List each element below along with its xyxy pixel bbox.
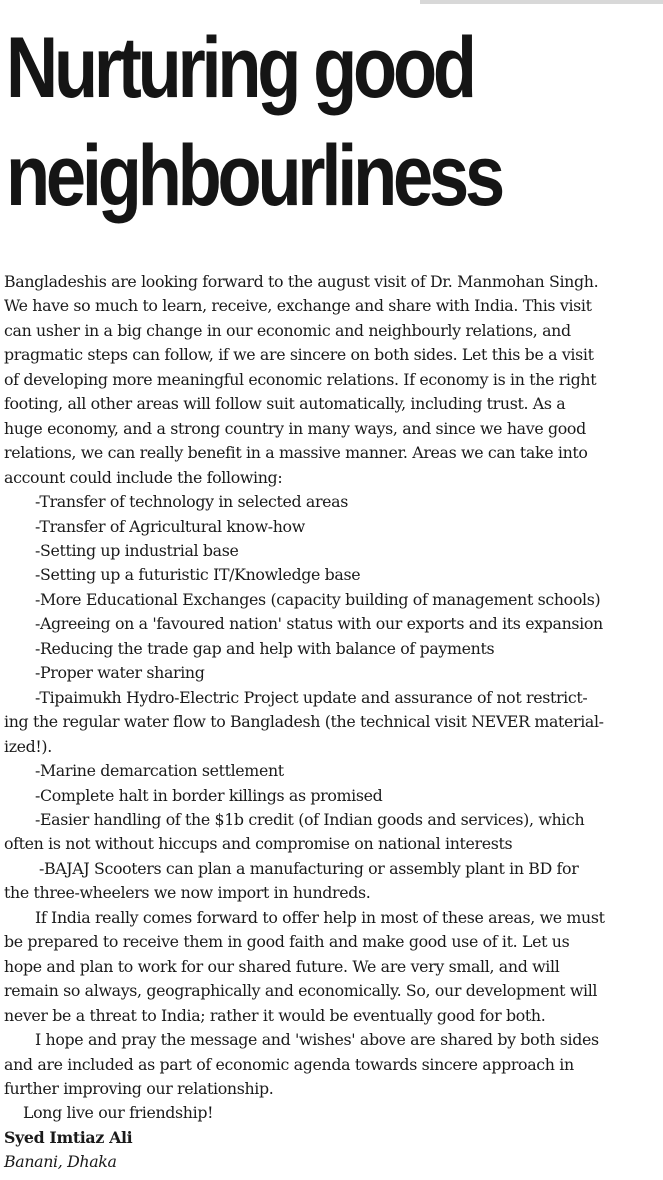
intro-line: We have so much to learn, receive, exchange and share with India. This visit [4, 296, 592, 316]
intro-line: can usher in a big change in our economic and neighbourly relations, and [4, 320, 571, 340]
list-item-tipaimukh-cont: ized!). [4, 736, 52, 756]
intro-line: relations, we can really benefit in a massive manner. Areas we can take into [4, 443, 588, 463]
farewell-line: Long live our friendship! [23, 1103, 214, 1123]
list-item-tipaimukh-cont: ing the regular water flow to Bangladesh (the technical visit NEVER material- [4, 712, 604, 732]
intro-line: huge economy, and a strong country in many ways, and since we have good [4, 418, 586, 438]
closing-paragraph-line: further improving our relationship. [4, 1078, 274, 1098]
list-item-credit-cont: often is not without hiccups and compromise on national interests [4, 834, 513, 854]
closing-paragraph-line: hope and plan to work for our shared future. We are very small, and will [4, 956, 560, 976]
intro-line: pragmatic steps can follow, if we are sincere on both sides. Let this be a visit [4, 345, 594, 365]
closing-paragraph-line: remain so always, geographically and economically. So, our development will [4, 981, 598, 1001]
intro-line: footing, all other areas will follow suit automatically, including trust. As a [4, 394, 566, 414]
list-item-bajaj-cont: the three-wheelers we now import in hundreds. [4, 883, 371, 903]
list-item-marine: -Marine demarcation settlement [35, 761, 284, 781]
list-item-water: -Proper water sharing [35, 663, 205, 683]
author-location: Banani, Dhaka [4, 1152, 117, 1172]
list-item-favoured-nation: -Agreeing on a 'favoured nation' status with our exports and its expansion [35, 614, 603, 634]
list-item-trade-gap: -Reducing the trade gap and help with balance of payments [35, 638, 495, 658]
list-item-technology: -Transfer of technology in selected areas [35, 492, 349, 512]
list-item-tipaimukh: -Tipaimukh Hydro-Electric Project update and assurance of not restrict- [35, 687, 588, 707]
closing-paragraph-line: never be a threat to India; rather it would be eventually good for both. [4, 1005, 546, 1025]
list-item-border: -Complete halt in border killings as promised [35, 785, 383, 805]
list-item-education: -More Educational Exchanges (capacity building of management schools) [35, 589, 601, 609]
letter-body [4, 270, 663, 1175]
closing-paragraph-line: be prepared to receive them in good faith and make good use of it. Let us [4, 932, 570, 952]
list-item-it-base: -Setting up a futuristic IT/Knowledge base [35, 565, 361, 585]
list-item-credit: -Easier handling of the $1b credit (of Indian goods and services), which [35, 809, 585, 829]
top-edge-bar [420, 0, 663, 4]
intro-line: account could include the following: [4, 467, 283, 487]
list-item-agriculture: -Transfer of Agricultural know-how [35, 516, 305, 536]
intro-line: of developing more meaningful economic relations. If economy is in the right [4, 369, 597, 389]
closing-paragraph-line: If India really comes forward to offer help in most of these areas, we must [35, 907, 605, 927]
title-line-1: Nurturing good [6, 20, 473, 116]
list-item-bajaj: -BAJAJ Scooters can plan a manufacturing or assembly plant in BD for [39, 858, 579, 878]
closing-paragraph-line: I hope and pray the message and 'wishes' above are shared by both sides [35, 1030, 599, 1050]
list-item-industrial: -Setting up industrial base [35, 540, 239, 560]
page-title [6, 14, 560, 230]
author-name: Syed Imtiaz Ali [4, 1127, 133, 1147]
closing-paragraph-line: and are included as part of economic agenda towards sincere approach in [4, 1054, 574, 1074]
title-line-2: neighbourliness [6, 128, 501, 224]
intro-line: Bangladeshis are looking forward to the august visit of Dr. Manmohan Singh. [4, 272, 599, 291]
